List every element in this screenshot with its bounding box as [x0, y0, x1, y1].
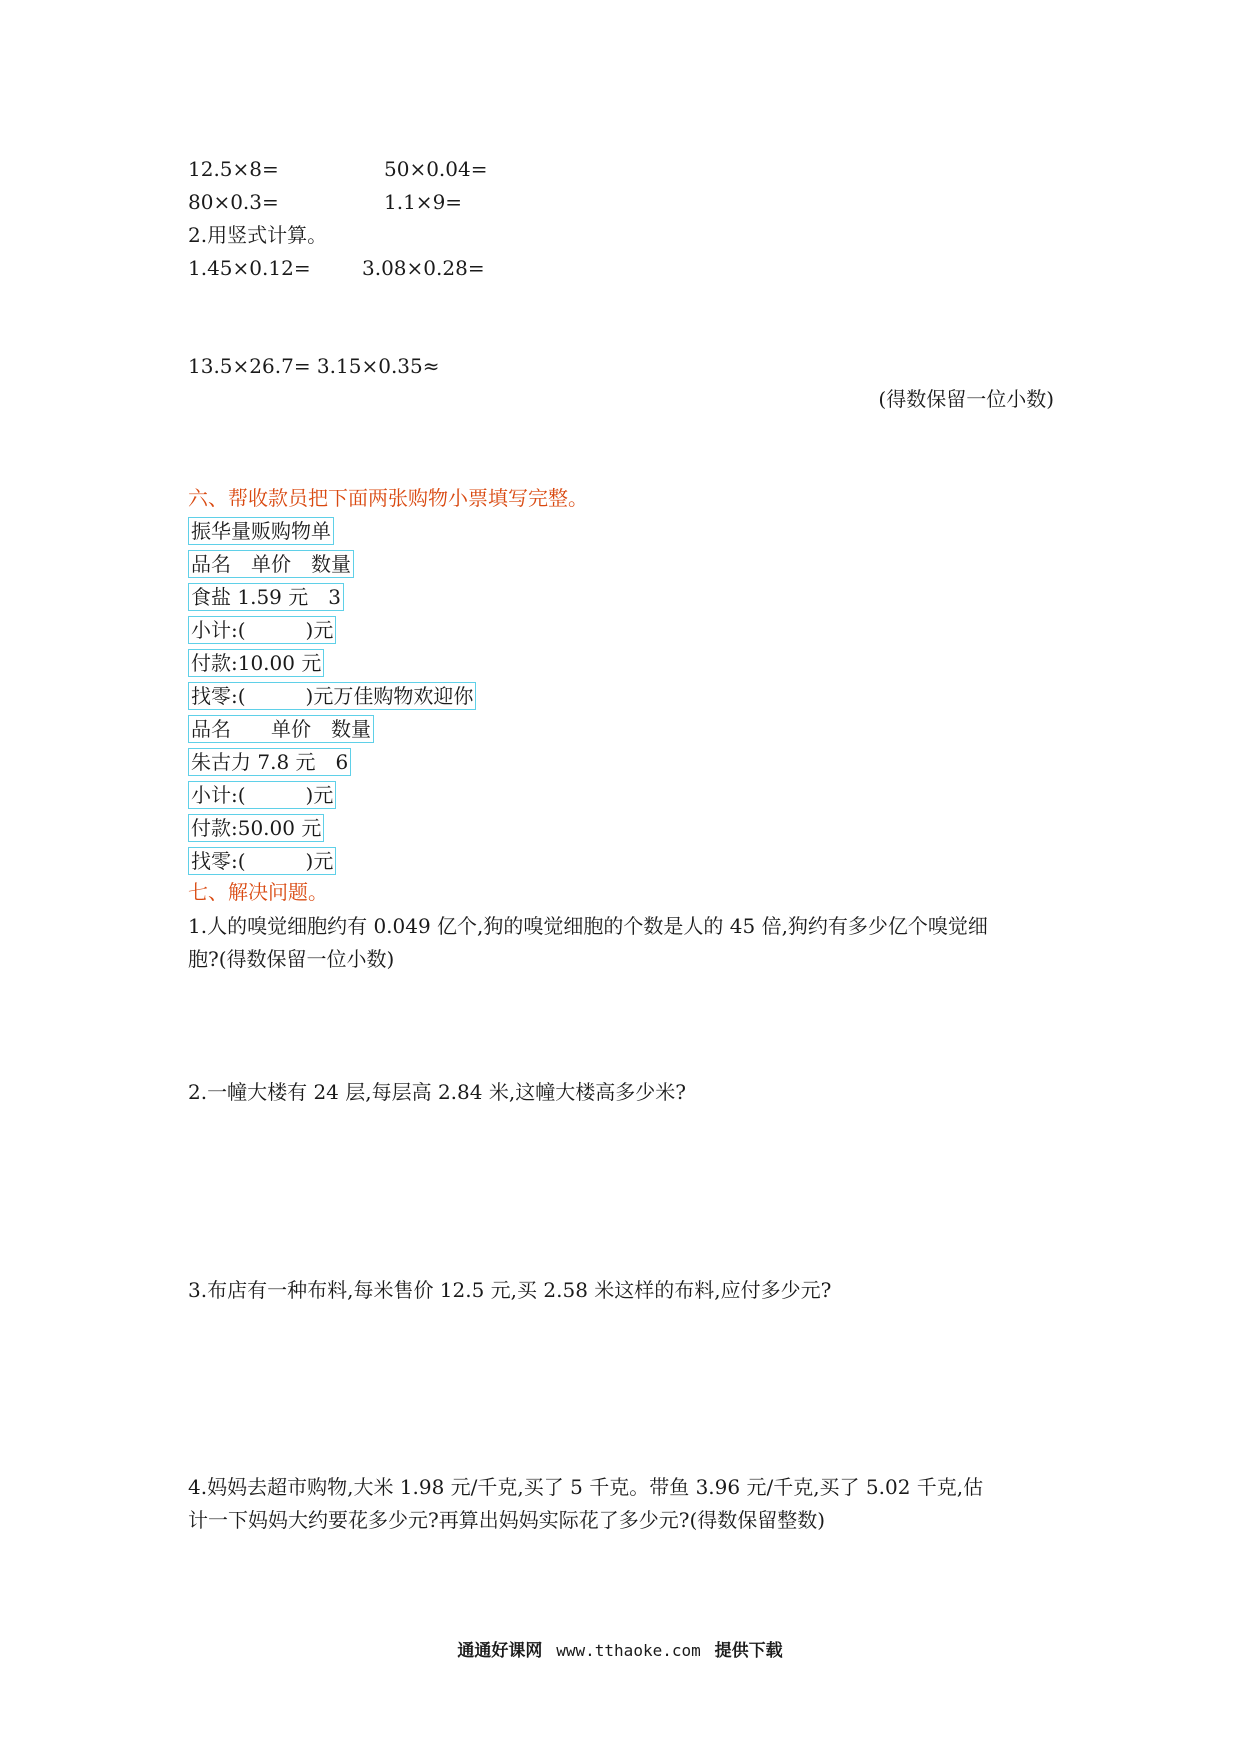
receipt1-paid-text: 付款:10.00 元: [188, 649, 324, 677]
receipt2-change-text: 找零:( )元: [188, 847, 336, 875]
receipt2-header-text: 品名 单价 数量: [188, 715, 374, 743]
calc-row1-a: 12.5×8=: [188, 157, 279, 181]
receipt1-shop-text: 振华量贩购物单: [188, 517, 334, 545]
receipt1-header: [188, 550, 354, 578]
receipt2-subtotal-text: 小计:( )元: [188, 781, 336, 809]
vertical-calc-b: 3.08×0.28=: [362, 256, 485, 280]
rounding-note: (得数保留一位小数): [878, 387, 1054, 411]
footer: [0, 1636, 1240, 1661]
receipt2-paid: [188, 814, 324, 842]
receipt1-subtotal-text: 小计:( )元: [188, 616, 336, 644]
receipt2-subtotal: [188, 781, 336, 809]
section7-title: 七、解决问题。: [188, 880, 328, 904]
problem1-line1: 1.人的嗅觉细胞约有 0.049 亿个,狗的嗅觉细胞的个数是人的 45 倍,狗约有多少亿个嗅觉细: [188, 914, 988, 938]
receipt1-change-text: 找零:( )元万佳购物欢迎你: [188, 682, 476, 710]
problem3: 3.布店有一种布料,每米售价 12.5 元,买 2.58 米这样的布料,应付多少元?: [188, 1278, 832, 1302]
receipt2-header: [188, 715, 374, 743]
calc-row2-a: 80×0.3=: [188, 190, 279, 214]
receipt1-subtotal: [188, 616, 336, 644]
receipt1-change: [188, 682, 476, 710]
receipt1-paid: [188, 649, 324, 677]
section6-title: 六、帮收款员把下面两张购物小票填写完整。: [188, 486, 588, 510]
footer-url[interactable]: www.tthaoke.com: [556, 1641, 701, 1660]
problem4-line2: 计一下妈妈大约要花多少元?再算出妈妈实际花了多少元?(得数保留整数): [188, 1508, 826, 1532]
receipt2-item: [188, 748, 351, 776]
problem2: 2.一幢大楼有 24 层,每层高 2.84 米,这幢大楼高多少米?: [188, 1080, 686, 1104]
receipt1-shop: [188, 517, 334, 545]
receipt1-item-text: 食盐 1.59 元 3: [188, 583, 344, 611]
vertical-calc-row2: 13.5×26.7= 3.15×0.35≈: [188, 354, 440, 378]
receipt2-paid-text: 付款:50.00 元: [188, 814, 324, 842]
vertical-calc-a: 1.45×0.12=: [188, 256, 311, 280]
problem4-line1: 4.妈妈去超市购物,大米 1.98 元/千克,买了 5 千克。带鱼 3.96 元/千克,买了 5.02 千克,估: [188, 1475, 984, 1499]
receipt1-header-text: 品名 单价 数量: [188, 550, 354, 578]
footer-suffix: 提供下载: [714, 1641, 783, 1661]
receipt2-change: [188, 847, 336, 875]
calc-row1-b: 50×0.04=: [384, 157, 488, 181]
receipt1-item: [188, 583, 344, 611]
footer-brand: 通通好课网: [457, 1641, 543, 1661]
q2-title: 2.用竖式计算。: [188, 223, 328, 247]
problem1-line2: 胞?(得数保留一位小数): [188, 947, 395, 971]
receipt2-item-text: 朱古力 7.8 元 6: [188, 748, 351, 776]
calc-row2-b: 1.1×9=: [384, 190, 463, 214]
